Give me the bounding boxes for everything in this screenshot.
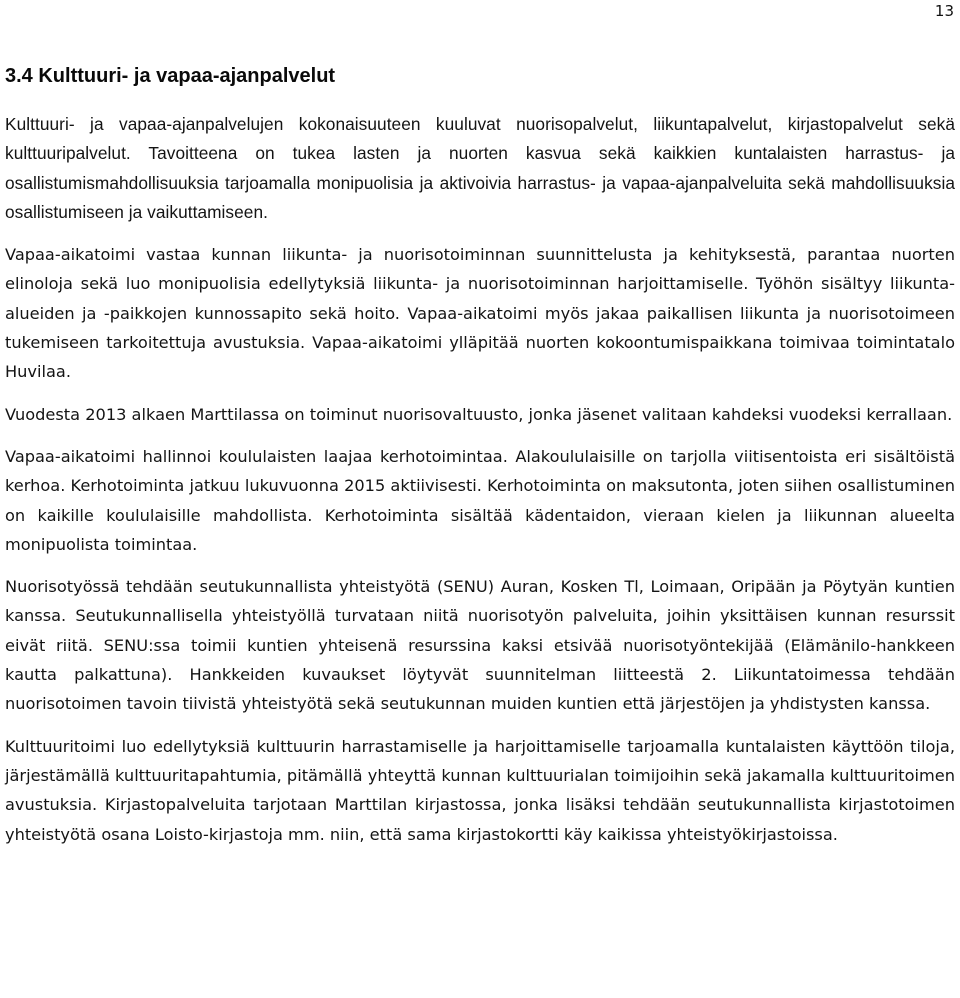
paragraph-nuorisovaltuusto: Vuodesta 2013 alkaen Marttilassa on toiminut nuorisovaltuusto, jonka jäsenet valitaan kahdeksi vuodeksi kerrallaan. bbox=[5, 404, 953, 424]
paragraph-kulttuuritoimi: Kulttuuritoimi luo edellytyksiä kulttuurin harrastamiselle ja harjoittamiselle tarjoamalla kuntalaisten käyttöön tiloja, järjestämällä kulttuuritapahtumia, pitämällä yhteyttä kunnan kulttuurialan toimijoihin sekä jakamalla kulttuuritoimen avustuksia. Kirjastopalveluita tarjotaan Marttilan kirjastossa, jonka lisäksi tehdään seutukunnallista kirjastotoimen yhteistyötä osana Loisto-kirjastoja mm. niin, että sama kirjastokortti käy kaikissa yhteistyökirjastoissa. bbox=[5, 736, 955, 844]
document-body bbox=[5, 64, 955, 862]
paragraph-intro: Kulttuuri- ja vapaa-ajanpalvelujen kokonaisuuteen kuuluvat nuorisopalvelut, liikuntapalvelut, kirjastopalvelut sekä kulttuuripalvelut. Tavoitteena on tukea lasten ja nuorten kasvua sekä kaikkien kuntalaisten harrastus- ja osallistumismahdollisuuksia tarjoamalla monipuolisia ja aktivoivia harrastus- ja vapaa-ajanpalveluita sekä mahdollisuuksia osallistumiseen ja vaikuttamiseen. bbox=[5, 114, 955, 222]
paragraph-vapaa-aikatoimi: Vapaa-aikatoimi vastaa kunnan liikunta- ja nuorisotoiminnan suunnittelusta ja kehityksestä, parantaa nuorten elinoloja sekä luo monipuolisia edellytyksiä liikunta- ja nuorisotoiminnan harjoittamiselle. Työhön sisältyy liikunta-alueiden ja -paikkojen kunnossapito sekä hoito. Vapaa-aikatoimi myös jakaa paikallisen liikunta ja nuorisotoimeen tukemiseen tarkoitettuja avustuksia. Vapaa-aikatoimi ylläpitää nuorten kokoontumispaikkana toimivaa toimintatalo Huvilaa. bbox=[5, 245, 955, 382]
section-heading: 3.4 Kulttuuri- ja vapaa-ajanpalvelut bbox=[5, 65, 336, 87]
page-number: 13 bbox=[934, 2, 954, 20]
paragraph-kerhotoiminta: Vapaa-aikatoimi hallinnoi koululaisten laajaa kerhotoimintaa. Alakoululaisille on tarjolla viitisentoista eri sisältöistä kerhoa. Kerhotoiminta jatkuu lukuvuonna 2015 aktiivisesti. Kerhotoiminta on maksutonta, joten siihen osallistuminen on kaikille koululaisille mahdollista. Kerhotoiminta sisältää kädentaidon, vieraan kielen ja liikunnan alueelta monipuolista toimintaa. bbox=[5, 446, 955, 554]
paragraph-nuorisotyo: Nuorisotyössä tehdään seutukunnallista yhteistyötä (SENU) Auran, Kosken Tl, Loimaan, Oripään ja Pöytyän kuntien kanssa. Seutukunnallisella yhteistyöllä turvataan niitä nuorisotyön palveluita, joihin yksittäisen kunnan resurssit eivät riitä. SENU:ssa toimii kuntien yhteisenä resurssina kaksi etsivää nuorisotyöntekijää (Elämänilo-hankkeen kautta palkattuna). Hankkeiden kuvaukset löytyvät suunnitelman liitteestä 2. Liikuntatoimessa tehdään nuorisotoimen tavoin tiivistä yhteistyötä sekä seutukunnan muiden kuntien että järjestöjen ja yhdistysten kanssa. bbox=[5, 577, 955, 714]
